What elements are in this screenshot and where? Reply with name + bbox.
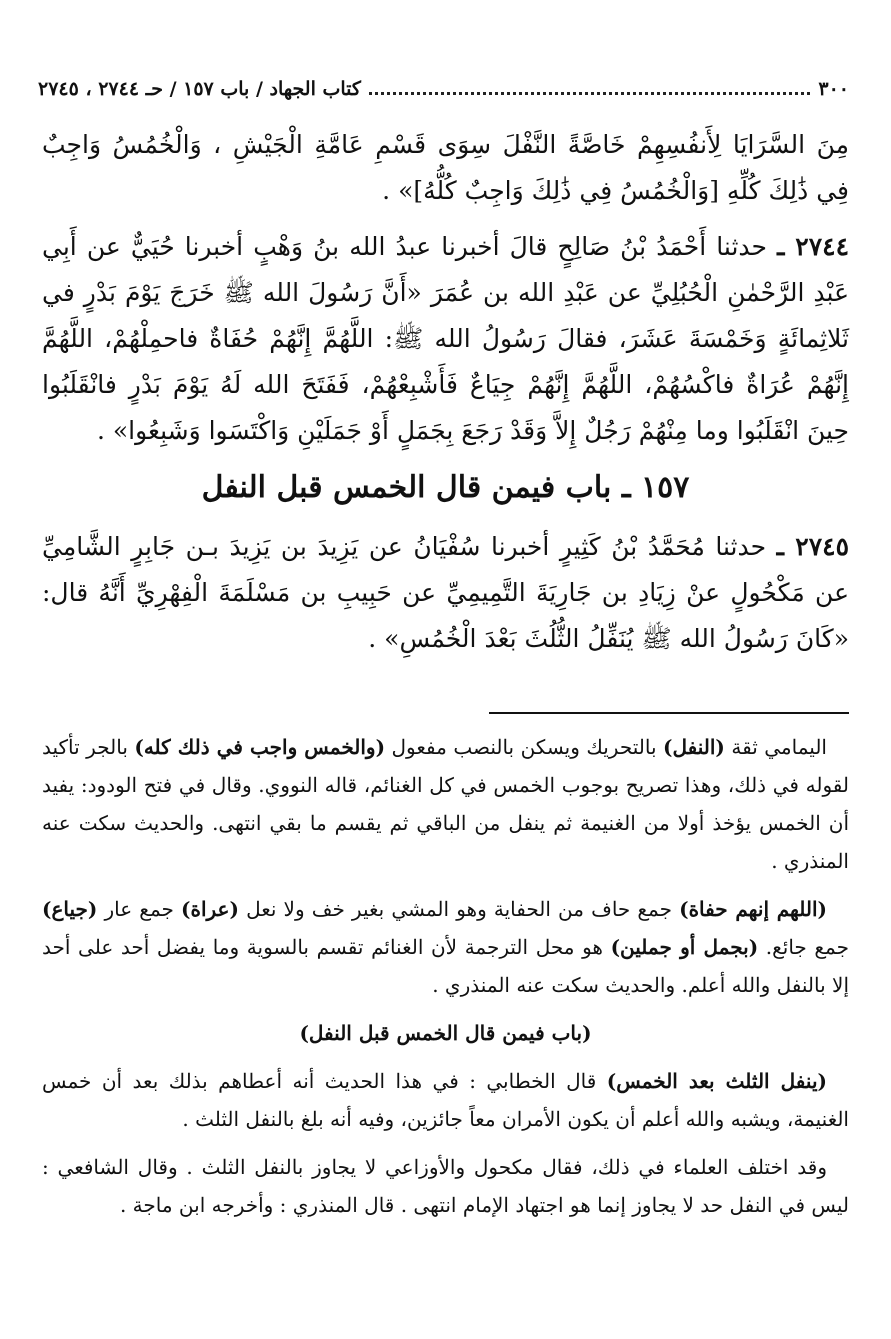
footnote-divider: [489, 712, 849, 714]
note-text: بالتحريك ويسكن بالنصب مفعول: [385, 735, 664, 759]
note-text: جمع حاف من الحفاية وهو المشي بغير خف ولا نعل: [238, 897, 680, 921]
commentary-chapter-heading: (باب فيمن قال الخمس قبل النفل): [299, 1021, 592, 1045]
continuation-paragraph: مِنَ السَّرَايَا لِأَنفُسِهِمْ خَاصَّةً النَّفْلَ سِوَى قَسْمِ عَامَّةِ الْجَيْشِ ، وَالْخُمُسُ وَاجِبٌ فِي ذَٰلِكَ كُلِّهِ [وَالْخُمُسُ فِي ذَٰلِكَ وَاجِبٌ كُلُّهُ]» .: [42, 130, 849, 205]
note-term: (والخمس واجب في ذلك كله): [134, 735, 386, 759]
note-paragraph: [42, 1062, 849, 1138]
hadith-2744: [42, 224, 849, 454]
note-text: هو محل الترجمة لأن الغنائم تقسم بالسوية وما يفضل أحد على أحد إلا بالنفل والله أعلم. والحديث سكت عنه المنذري .: [42, 935, 849, 997]
hadith-text: حدثنا أَحْمَدُ بْنُ صَالِحٍ قالَ أخبرنا عبدُ الله بنُ وَهْبٍ أخبرنا حُيَيٌّ عن أَبِي عَبْدِ الرَّحْمٰنِ الْحُبُلِيِّ عن عَبْدِ الله بن عُمَرَ «أَنَّ رَسُولَ الله ﷺ خَرَجَ يَوْمَ بَدْرٍ في ثَلاثِمائَةٍ وَخَمْسَةَ عَشَرَ، فقالَ رَسُولُ الله ﷺ: اللَّهُمَّ إِنَّهُمْ حُفَاةٌ فاحمِلْهُمْ، اللَّهُمَّ إِنَّهُمْ عُرَاةٌ فاكْسُهُمْ، اللَّهُمَّ إِنَّهُمْ جِيَاعٌ فَأَشْبِعْهُمْ، فَفَتَحَ الله لَهُ يَوْمَ بَدْرٍ فانْقَلَبُوا حِينَ انْقَلَبُوا وما مِنْهُمْ رَجُلٌ إِلاَّ وَقَدْ رَجَعَ بِجَمَلٍ أَوْ جَمَلَيْنِ وَاكْتَسَوا وَشَبِعُوا» .: [42, 232, 849, 445]
note-term: (النفل): [663, 735, 725, 759]
page-number: ٣٠٠: [818, 78, 849, 100]
note-text: اليمامي ثقة: [724, 735, 827, 759]
note-paragraph: [42, 890, 849, 1004]
note-term: (جياع): [42, 897, 98, 921]
note-text: بالجر تأكيد لقوله في ذلك، وهذا تصريح بوجوب الخمس في كل الغنائم، قاله النووي. وقال في فتح الودود: يفيد أن الخمس يؤخذ أولا من الغنيمة ثم ينفل من الباقي ثم يقسم ما بقي انتهى. والحديث سكت عنه المنذري .: [42, 735, 849, 873]
note-term: (ينفل الثلث بعد الخمس): [606, 1069, 827, 1093]
hadith-number: ٢٧٤٤ ـ: [777, 232, 850, 261]
note-term: (اللهم إنهم حفاة): [679, 897, 828, 921]
commentary: [42, 728, 849, 1234]
note-text: جمع جائع.: [758, 935, 849, 959]
leader-dots: [369, 92, 810, 95]
hadith-text: حدثنا مُحَمَّدُ بْنُ كَثِيرٍ أخبرنا سُفْيَانُ عن يَزِيدَ بن يَزِيدَ بـن جَابِرٍ الشَّامِيِّ عن مَكْحُولٍ عنْ زِيَادِ بن جَارِيَةَ التَّمِيمِيِّ عن حَبِيبِ بن مَسْلَمَةَ الْفِهْرِيِّ أَنَّهُ قال: «كَانَ رَسُولُ الله ﷺ يُنَفِّلُ الثُّلُثَ بَعْدَ الْخُمُسِ» .: [42, 532, 849, 653]
note-text: قال الخطابي : في هذا الحديث أنه أعطاهم بذلك بعد أن خمس الغنيمة، ويشبه والله أعلم أن يكون الأمران معاً جائزين، وفيه أنه بلغ بالنفل الثلث .: [42, 1069, 849, 1131]
note-term: (بجمل أو جملين): [610, 935, 759, 959]
chapter-title: ١٥٧ ـ باب فيمن قال الخمس قبل النفل: [201, 470, 690, 505]
note-text: جمع عار: [97, 897, 181, 921]
running-head: كتاب الجهاد / باب ١٥٧ / حـ ٢٧٤٤ ، ٢٧٤٥: [38, 78, 361, 100]
note-paragraph: وقد اختلف العلماء في ذلك، فقال مكحول والأوزاعي لا يجاوز بالنفل الثلث . وقال الشافعي : ليس في النفل حد لا يجاوز إنما هو اجتهاد الإمام انتهى . قال المنذري : وأخرجه ابن ماجة .: [42, 1155, 849, 1217]
hadith-2745: [42, 524, 849, 662]
note-term: (عراة): [181, 897, 239, 921]
main-text: [42, 122, 849, 672]
note-paragraph: [42, 728, 849, 880]
page-header: [38, 72, 849, 106]
hadith-number: ٢٧٤٥ ـ: [776, 532, 850, 561]
